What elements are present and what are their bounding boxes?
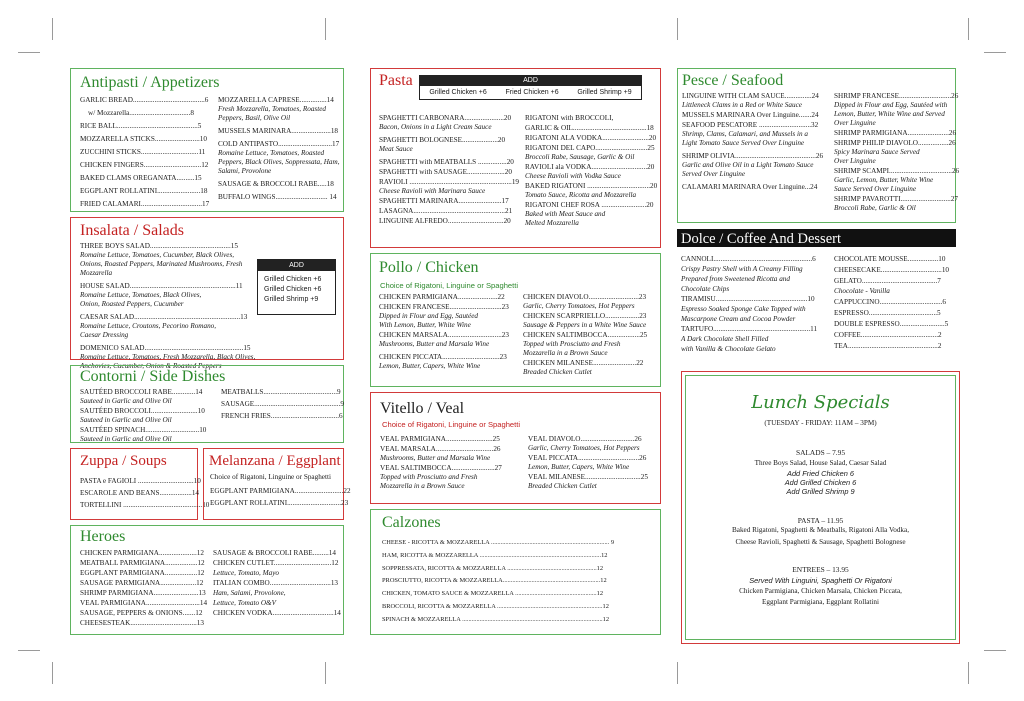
crop-mark (968, 18, 969, 40)
menu-item: RIGATONI with BROCCOLI, (525, 114, 614, 122)
pasta-text (682, 524, 959, 548)
pollo-list-right (523, 292, 659, 377)
menu-item: SHRIMP SCAMPI...................................26 (834, 167, 960, 175)
section-title: Contorni / Side Dishes (80, 368, 226, 385)
crop-mark (984, 650, 1006, 651)
menu-item-desc: Ham, Salami, Provolone, Lettuce, Tomato O&V (213, 589, 286, 607)
menu-item: SPAGHETTI MARINARA........................17 (379, 197, 509, 205)
add-option: Grilled Chicken +6 (264, 276, 322, 283)
zuppa-list (80, 476, 210, 510)
section-title: Calzones (382, 514, 441, 531)
menu-item-desc: Garlic, Lemon, Butter, White Wine Sauce Served Over Linguine (834, 176, 934, 193)
dolce-section (677, 250, 956, 362)
menu-item-desc: Shrimp, Clams, Calamari, and Mussels in a Light Tomato Sauce Served Over Linguine (682, 130, 808, 147)
menu-item: PROSCIUTTO, RICOTTA & MOZZARELLA.............................................................12 (382, 577, 607, 585)
add-header: ADD (420, 76, 641, 86)
section-title: Pollo / Chicken (379, 259, 479, 276)
menu-item: RIGATONI ALA VODKA..........................20 (525, 134, 657, 142)
section-title: Melanzana / Eggplant (209, 453, 341, 469)
menu-item: MOZZARELLA STICKS.........................10 (80, 135, 207, 143)
menu-item-desc: Topped with Prosciutto and Fresh Mozzarella in a Brown Sauce (380, 473, 478, 490)
dolce-title-bar (677, 229, 956, 247)
menu-subtitle: Choice of Rigatoni, Linguine or Spaghetti (210, 473, 331, 481)
menu-item: TIRAMISU...................................................10 (681, 295, 815, 303)
insalata-section (70, 217, 344, 370)
contorni-list-right (221, 387, 344, 421)
pesce-list-left (682, 91, 829, 192)
melanzana-section (203, 448, 351, 520)
menu-item: CAESAR SALAD...........................................................13 (80, 313, 248, 321)
menu-item: EGGPLANT ROLLATINI..............................23 (210, 499, 349, 507)
menu-item: BAKED RIGATONI ...................................20 (525, 182, 658, 190)
add-option: Grilled Shrimp +9 (264, 296, 319, 303)
heroes-section (70, 525, 344, 635)
menu-item-desc: Topped with Prosciutto and Fresh Mozzarella in a Brown Sauce (523, 340, 621, 357)
menu-item-desc: Broccoli Rabe, Garlic & Oil (834, 204, 916, 212)
menu-item: SPAGHETTI with SAUSAGE.....................20 (379, 168, 512, 176)
menu-item-desc: Lemon, Butter, Capers, White Wine (379, 362, 481, 370)
menu-item-desc: Fresh Mozzarella, Tomatoes, Roasted Peppers, Basil, Olive Oil (218, 105, 327, 122)
contorni-list-left (80, 387, 210, 444)
menu-item: SHRIMP PAVAROTTI............................27 (834, 195, 959, 203)
crop-mark (325, 18, 326, 40)
menu-item: MEATBALL PARMIGIANA..................12 (80, 559, 205, 567)
menu-item: TORTELLINI ............................................10 (80, 501, 210, 509)
menu-item: GELATO..........................................7 (834, 277, 941, 285)
menu-item: w/ Mozzarella..................................8 (88, 109, 194, 117)
entrees-sub: Served With Linguini, Spaghetti Or Rigatoni (749, 576, 892, 585)
antipasti-list-left (80, 95, 210, 209)
section-title: Insalata / Salads (80, 222, 184, 239)
add-option: Grilled Chicken +6 (429, 89, 487, 96)
salads-text: Three Boys Salad, House Salad, Caesar Salad (754, 459, 887, 467)
vitello-section (370, 392, 661, 504)
pollo-section (370, 253, 661, 387)
menu-item: CHICKEN PARMIGIANA.....................12 (80, 549, 204, 557)
entrees-heading: ENTREES – 13.95 (792, 565, 849, 574)
menu-item: CHICKEN, TOMATO SAUCE & MOZZARELLA ...................................................12 (382, 590, 604, 598)
section-title: Heroes (80, 528, 126, 545)
menu-item-desc: Garlic and Olive Oil in a Light Tomato Sauce Served Over Linguine (682, 161, 814, 178)
menu-item: CHICKEN MILANESE........................22 (523, 359, 644, 367)
menu-item: COFFEE...........................................2 (834, 331, 942, 339)
crop-mark (18, 52, 40, 53)
pasta-section (370, 68, 661, 248)
section-title: Antipasti / Appetizers (80, 74, 220, 91)
menu-item-desc: Sauteed in Garlic and Olive Oil (80, 435, 172, 443)
menu-item: ESCAROLE AND BEANS..................14 (80, 489, 200, 497)
menu-item: VEAL PICCATA..................................26 (528, 454, 647, 462)
menu-item-desc: Lettuce, Tomato, Mayo (213, 569, 280, 577)
crop-mark (325, 662, 326, 684)
menu-item: MEATBALLS.........................................9 (221, 388, 341, 396)
menu-item-desc: Garlic, Cherry Tomatoes, Hot Peppers (523, 302, 635, 310)
menu-item: EGGPLANT PARMIGIANA...........................22 (210, 487, 351, 495)
menu-item: ITALIAN COMBO..................................13 (213, 579, 339, 587)
menu-item: SPAGHETTI CARBONARA......................20 (379, 114, 512, 122)
menu-item-desc: Romaine Lettuce, Tomatoes, Cucumber, Black Olives, Onions, Roasted Peppers, Marinated Mushrooms, Fresh Mozzarella (80, 251, 243, 277)
menu-item: CHICKEN DIAVOLO............................23 (523, 293, 647, 301)
antipasti-section (70, 68, 344, 212)
add-option: Grilled Chicken +6 (264, 286, 322, 293)
salads-list (80, 241, 265, 371)
menu-item-desc: Chocolate - Vanilla (834, 287, 890, 295)
menu-item: BROCCOLI, RICOTTA & MOZZARELLA ..................................................................12 (382, 602, 609, 610)
menu-item-desc: Mushrooms, Butter and Marsala Wine (379, 340, 490, 348)
vitello-list-left (380, 434, 515, 491)
crop-mark (52, 18, 53, 40)
menu-item: ZUCCHINI STICKS................................11 (80, 148, 206, 156)
pasta-line: Baked Rigatoni, Spaghetti & Meatballs, Rigatoni Alla Vodka, (731, 526, 909, 534)
menu-item: SHRIMP PARMIGIANA.........................13 (80, 589, 206, 597)
add-option: Add Grilled Chicken 6 (784, 478, 857, 487)
menu-item: DOUBLE ESPRESSO.........................5 (834, 320, 949, 328)
menu-item: CHICKEN PARMIGIANA......................22 (379, 293, 505, 301)
crop-mark (968, 662, 969, 684)
menu-item-desc: Breaded Chicken Cutlet (523, 368, 592, 376)
menu-item: SAUSAGE PARMIGIANA....................12 (80, 579, 204, 587)
menu-item: CHICKEN FRANCESE.............................23 (379, 303, 509, 311)
menu-item-desc: Meat Sauce (379, 145, 413, 153)
menu-item: SHRIMP FRANCESE.............................26 (834, 92, 959, 100)
crop-mark (677, 662, 678, 684)
menu-item-desc: Dipped in Flour and Egg, Sautéed with Lemon, Butter, White Wine and Served Over Linguine (834, 101, 948, 127)
menu-item-desc: Sauteed in Garlic and Olive Oil (80, 397, 172, 405)
menu-item-desc: Littleneck Clams in a Red or White Sauce (682, 101, 802, 109)
menu-item: RAVIOLI ala VODKA...............................20 (525, 163, 655, 171)
salad-add-box (257, 259, 336, 315)
menu-item: RAVIOLI .........................................................19 (379, 178, 520, 186)
antipasti-list-right (218, 95, 340, 202)
menu-item: PASTA e FAGIOLI ...............................10 (80, 477, 201, 485)
section-subtitle: Choice of Rigatoni, Linguine or Spaghetti (382, 420, 521, 429)
menu-item: SPAGHETTI with MEATBALLS ................20 (379, 158, 514, 166)
menu-item: SAUTÉED SPINACH..............................10 (80, 426, 207, 434)
menu-item: CAPPUCCINO...................................6 (834, 298, 947, 306)
zuppa-section (70, 448, 210, 520)
menu-item-desc: Lemon, Butter, Capers, White Wine (528, 463, 630, 471)
menu-item: HAM, RICOTTA & MOZZARELLA ............................................................................12 (382, 551, 608, 559)
menu-item: CHOCOLATE MOUSSE.................10 (834, 255, 946, 263)
add-option: Add Grilled Shrimp 9 (786, 487, 855, 496)
menu-item: VEAL MARSALA................................26 (380, 445, 501, 453)
section-title: Dolce / Coffee And Dessert (681, 231, 841, 247)
menu-item-desc: Sausage & Peppers in a White Wine Sauce (523, 321, 647, 329)
menu-item: CHICKEN SCARPRIELLO...................23 (523, 312, 647, 320)
menu-item: SAUSAGE................................................9 (221, 400, 344, 408)
menu-item-desc: Tomato Sauce, Ricotta and Mozzarella (525, 191, 637, 199)
lunch-title: Lunch Specials (751, 392, 890, 413)
menu-item-desc: Broccoli Rabe, Sausage, Garlic & Oil (525, 153, 635, 161)
menu-item: CANNOLI.......................................................6 (681, 255, 816, 263)
calzones-list (382, 537, 652, 627)
menu-item-desc: Spicy Marinara Sauce Served Over Linguine (834, 148, 920, 165)
menu-item-desc: Bacon, Onions in a Light Cream Sauce (379, 123, 492, 131)
entree-line: Eggplant Parmigiana, Eggplant Rollatini (762, 598, 879, 606)
menu-item-desc: Cheese Ravioli with Vodka Sauce (525, 172, 621, 180)
menu-item: BUFFALO WINGS............................. 14 (218, 193, 337, 201)
menu-item: COLD ANTIPASTO..............................17 (218, 140, 340, 148)
crop-mark (52, 662, 53, 684)
add-header: ADD (258, 260, 335, 271)
menu-item-desc: Sauteed in Garlic and Olive Oil (80, 416, 172, 424)
menu-item: CHICKEN FINGERS................................12 (80, 161, 209, 169)
menu-item: CALAMARI MARINARA Over Linguine...24 (682, 183, 818, 191)
menu-item-desc: A Dark Chocolate Shell Filled with Vanilla & Chocolate Gelato (681, 335, 776, 353)
menu-item-desc: Garlic, Cherry Tomatoes, Hot Peppers (528, 444, 640, 452)
menu-item-desc: Espresso Soaked Sponge Cake Topped with Mascarpone Cream and Cocoa Powder (681, 305, 806, 323)
menu-item-desc: Romaine Lettuce, Tomatoes, Roasted Peppers, Black Olives, Soppressata, Ham, Salami, Provolone (218, 149, 340, 175)
pasta-heading: PASTA – 11.95 (797, 516, 844, 525)
menu-item: SPAGHETTI BOLOGNESE....................20 (379, 136, 506, 144)
lunch-hours: (TUESDAY - FRIDAY: 11AM – 3PM) (764, 419, 877, 427)
section-subtitle: Choice of Rigatoni, Linguine or Spaghetti (380, 281, 519, 290)
section-title: Zuppa / Soups (80, 453, 167, 469)
salads-heading: SALADS – 7.95 (795, 448, 846, 457)
menu-item: LINGUINE WITH CLAM SAUCE...............24 (682, 92, 819, 100)
menu-item-desc: Breaded Chicken Cutlet (528, 482, 597, 490)
menu-item: SPINACH & MOZZARELLA ........................................................................................12 (382, 615, 610, 623)
menu-item: CHICKEN MARSALA..............................23 (379, 331, 509, 339)
menu-item: SHRIMP PARMIGIANA.......................26 (834, 129, 957, 137)
menu-item: THREE BOYS SALAD.............................................15 (80, 242, 238, 250)
heroes-list-right (213, 548, 341, 618)
menu-item: VEAL MILANESE...............................25 (528, 473, 648, 481)
menu-item: SAUTÉED BROCCOLI..........................10 (80, 407, 205, 415)
menu-item: SAUTÉED BROCCOLI RABE.............14 (80, 388, 203, 396)
menu-item: CHEESE - RICOTTA & MOZZARELLA .......................................................................... 9 (382, 539, 615, 546)
menu-item: LASAGNA...................................................21 (379, 207, 513, 215)
vitello-list-right (528, 434, 658, 491)
menu-item: VEAL SALTIMBOCCA........................27 (380, 464, 502, 472)
add-option: Grilled Shrimp +9 (577, 89, 632, 96)
menu-item-desc: Cheese Ravioli with Marinara Sauce (379, 187, 486, 195)
contorni-section (70, 365, 344, 443)
menu-item-desc: Dipped in Flour and Egg, Sautéed With Lemon, Butter, White Wine (379, 312, 479, 329)
menu-item: CHICKEN PICCATA................................23 (379, 353, 507, 361)
pollo-list-left (379, 292, 517, 371)
menu-item-desc: Mushrooms, Butter and Marsala Wine (380, 454, 491, 462)
pasta-line: Cheese Ravioli, Spaghetti & Sausage, Spaghetti Bolognese (735, 538, 906, 546)
menu-item: RICE BALL.............................................5 (80, 122, 202, 130)
pasta-list-right (525, 113, 657, 228)
menu-item: HOUSE SALAD...........................................................11 (80, 282, 243, 290)
menu-item-desc: Romaine Lettuce, Croutons, Pecorino Romano, Caesar Dressing (80, 322, 217, 339)
menu-item-desc: Baked with Meat Sauce and Melted Mozzarella (525, 210, 606, 227)
pesce-section (677, 68, 960, 223)
menu-item: CHEESESTEAK.....................................13 (80, 619, 204, 627)
section-title: Pasta (379, 72, 413, 89)
dolce-list-right (834, 254, 951, 351)
menu-item: MUSSELS MARINARA Over Linguine.......24 (682, 111, 819, 119)
menu-item: SEAFOOD PESCATORE .............................32 (682, 121, 819, 129)
crop-mark (984, 52, 1006, 53)
menu-item: LINGUINE ALFREDO...............................20 (379, 217, 511, 225)
menu-item: MUSSELS MARINARA......................18 (218, 127, 339, 135)
menu-item: CHICKEN VODKA..................................14 (213, 609, 341, 617)
add-option: Fried Chicken +6 (505, 89, 559, 96)
menu-item-desc: Crispy Pastry Shell with A Creamy Filling Prepared from Sweetened Ricotta and Chocolate Chips (681, 265, 803, 293)
menu-item: MOZZARELLA CAPRESE...............14 (218, 96, 334, 104)
menu-item: RIGATONI DEL CAPO.............................25 (525, 144, 655, 152)
menu-item: SAUSAGE, PEPPERS & ONIONS.......12 (80, 609, 203, 617)
dolce-list-left (681, 254, 831, 354)
menu-item: CHICKEN SALTIMBOCCA..................25 (523, 331, 648, 339)
crop-mark (677, 18, 678, 40)
menu-item-desc: Romaine Lettuce, Tomatoes, Fresh Mozzarella, Black Olives, Anchovies, Cucumber, Onion & Roasted Peppers (80, 353, 256, 370)
menu-item: RIGATONI CHEF ROSA .........................20 (525, 201, 654, 209)
menu-item: VEAL DIAVOLO..............................26 (528, 435, 642, 443)
menu-item: SOPPRESSATA, RICOTTA & MOZZARELLA ........................................................12 (382, 564, 604, 572)
menu-item: VEAL PARMIGIANA..........................25 (380, 435, 500, 443)
section-title: Vitello / Veal (380, 400, 465, 417)
menu-item: VEAL PARMIGIANA..............................14 (80, 599, 208, 607)
menu-item: EGGPLANT ROLLATINI........................18 (80, 187, 208, 195)
menu-item: FRIED CALAMARI..................................17 (80, 200, 210, 208)
add-option: Add Fried Chicken 6 (787, 469, 854, 478)
section-title: Pesce / Seafood (682, 72, 784, 89)
salads-add (682, 469, 959, 496)
menu-item: SHRIMP PHILIP DIAVOLO.................26 (834, 139, 956, 147)
melanzana-list (210, 472, 351, 508)
menu-item: EGGPLANT PARMIGIANA..................12 (80, 569, 205, 577)
menu-item: SAUSAGE & BROCCOLI RABE.........14 (213, 549, 336, 557)
menu-item: SHRIMP OLIVIA.............................................26 (682, 152, 824, 160)
pasta-list-left (379, 113, 519, 226)
lunch-specials-section (681, 371, 960, 644)
entree-line: Chicken Parmigiana, Chicken Marsala, Chicken Piccata, (739, 587, 902, 595)
menu-item: TEA..................................................2 (834, 342, 942, 350)
menu-item: SAUSAGE & BROCCOLI RABE.....18 (218, 180, 334, 188)
entrees-text (682, 586, 959, 608)
calzones-section (370, 509, 661, 635)
menu-item: GARLIC & OIL.........................................18 (525, 124, 654, 132)
menu-item: CHICKEN CUTLET................................12 (213, 559, 339, 567)
crop-mark (18, 650, 40, 651)
menu-item: FRENCH FRIES......................................6 (221, 412, 343, 420)
menu-item: DOMENICO SALAD.......................................................15 (80, 344, 251, 352)
pasta-add-box (419, 75, 642, 100)
heroes-list-left (80, 548, 208, 628)
menu-item: CHEESECAKE..................................10 (834, 266, 949, 274)
pesce-list-right (834, 91, 960, 213)
menu-item: ESPRESSO......................................5 (834, 309, 941, 317)
menu-item-desc: Romaine Lettuce, Tomatoes, Black Olives, Onion, Roasted Peppers, Cucumber (80, 291, 202, 308)
menu-item: BAKED CLAMS OREGANATA..........15 (80, 174, 202, 182)
menu-item: GARLIC BREAD........................................6 (80, 96, 209, 104)
menu-item: TARTUFO......................................................11 (681, 325, 818, 333)
